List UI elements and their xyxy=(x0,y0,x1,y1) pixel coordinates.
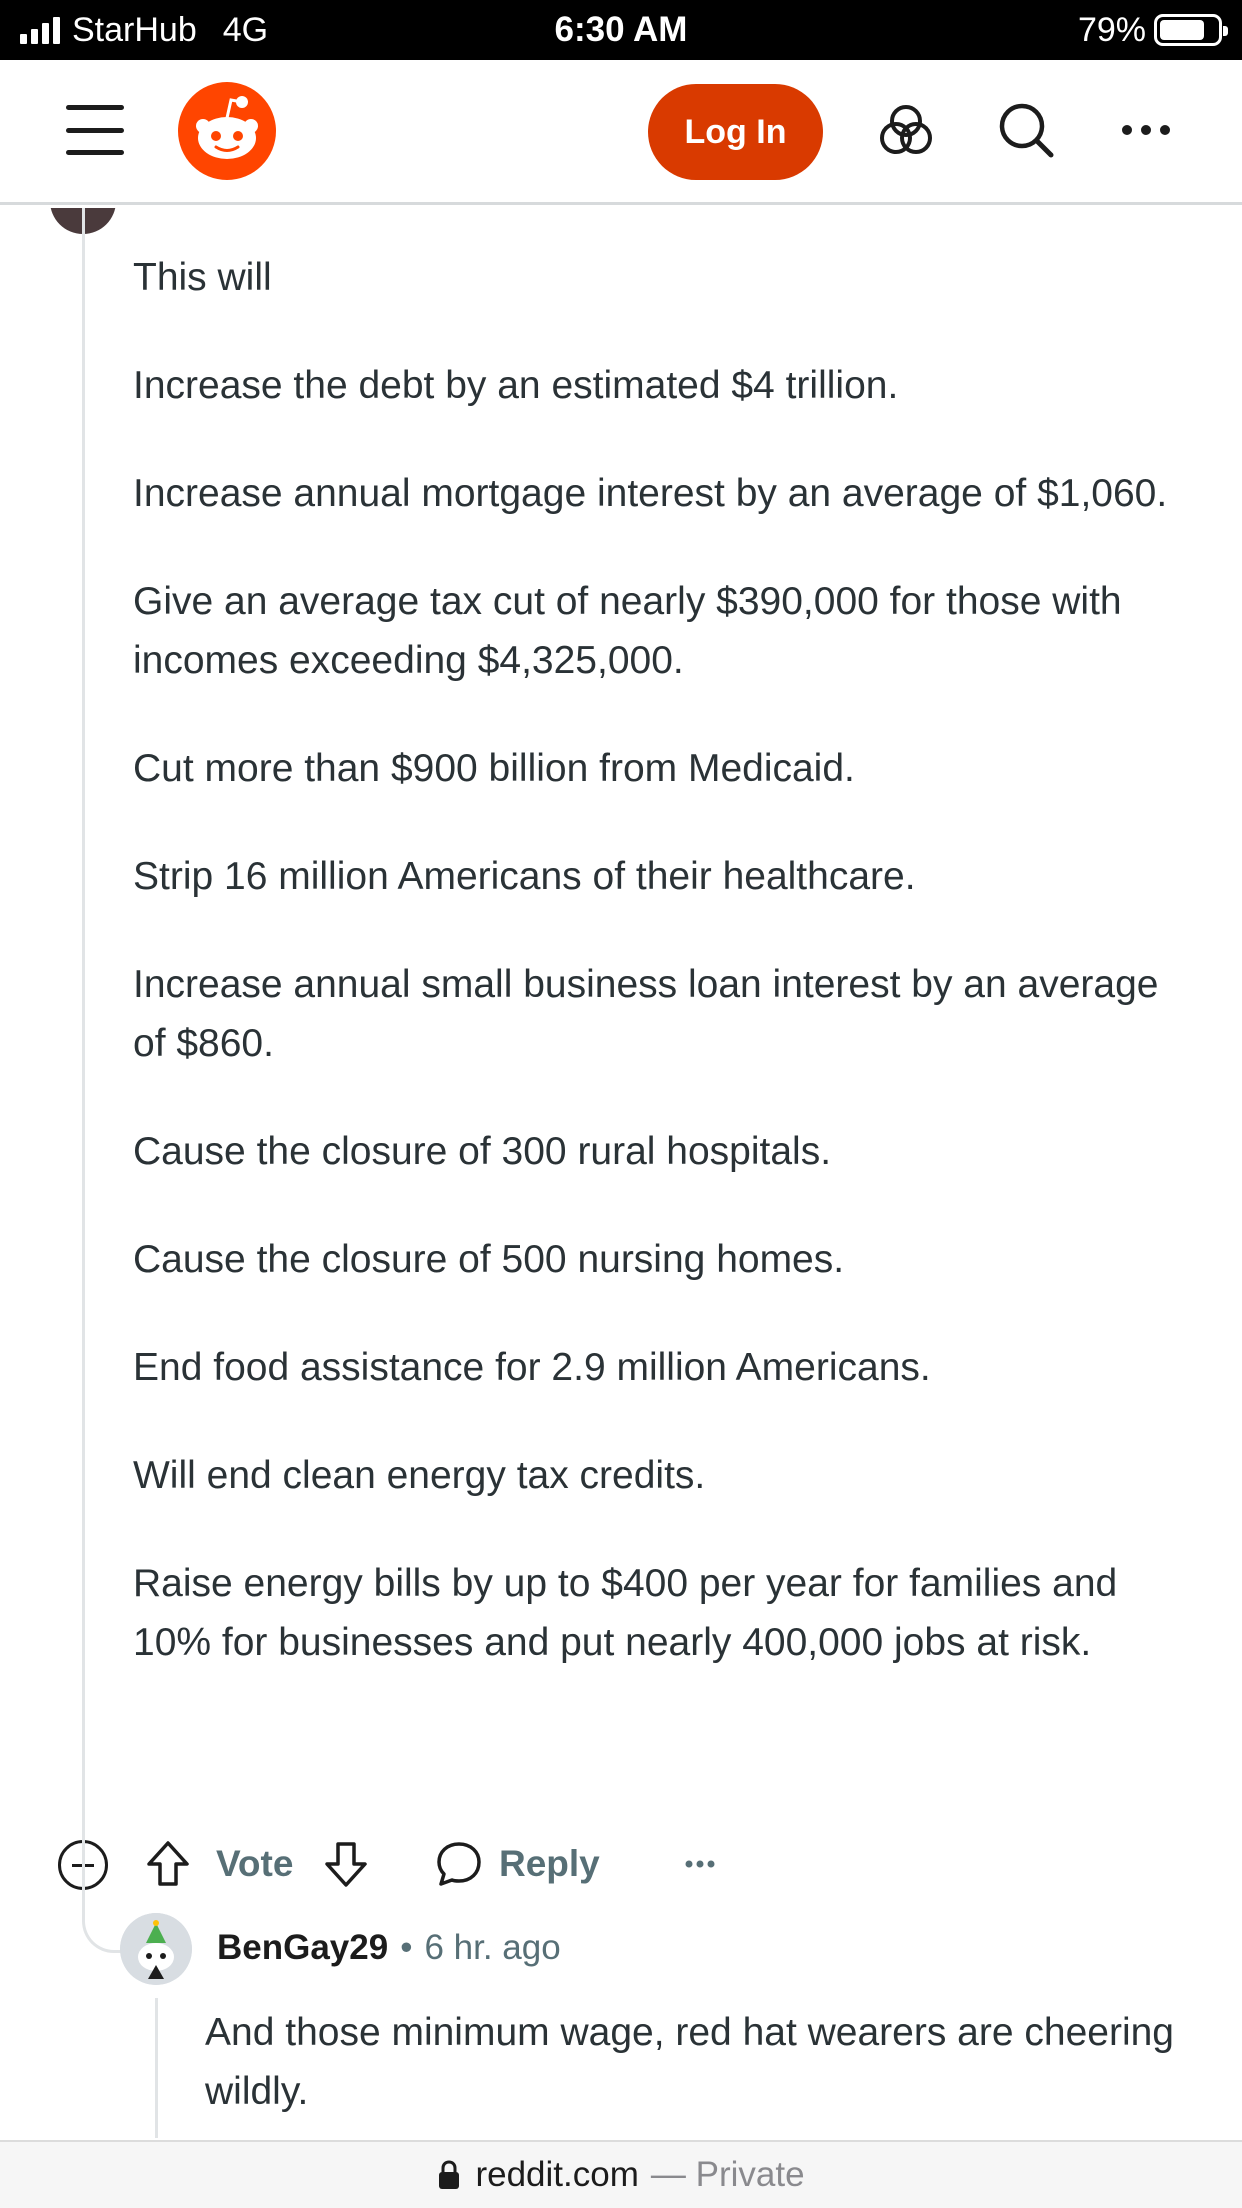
reply-label: Reply xyxy=(499,1843,600,1884)
comment-paragraph: Cut more than $900 billion from Medicaid. xyxy=(133,747,855,790)
downvote-icon xyxy=(320,1838,372,1890)
battery-fill xyxy=(1160,20,1204,40)
comment-paragraph: Give an average tax cut of nearly $390,000 for those with incomes exceeding $4,325,000. xyxy=(133,580,1122,682)
avatar[interactable] xyxy=(120,1913,192,1985)
comment-paragraph: Cause the closure of 500 nursing homes. xyxy=(133,1238,845,1281)
more-icon[interactable] xyxy=(1106,90,1186,170)
comment-paragraph: Strip 16 million Americans of their healthcare. xyxy=(133,855,916,898)
upvote-button[interactable] xyxy=(142,1834,194,1894)
comment-icon xyxy=(433,1838,485,1890)
comment-thread xyxy=(0,208,1242,2138)
comment-body xyxy=(133,248,1183,1721)
address-status: — Private xyxy=(650,2155,805,2194)
meta-separator: • xyxy=(400,1928,413,1967)
address-bar[interactable] xyxy=(0,2140,1242,2208)
reply-text: And those minimum wage, red hat wearers are cheering wildly. xyxy=(205,2011,1174,2113)
comment-paragraph: End food assistance for 2.9 million Americans. xyxy=(133,1346,931,1389)
comment-more-button[interactable] xyxy=(680,1834,720,1894)
comment-paragraph: This will xyxy=(133,256,272,299)
menu-icon[interactable] xyxy=(66,105,124,155)
more-icon xyxy=(680,1844,720,1884)
app-header xyxy=(0,60,1242,205)
status-bar xyxy=(0,0,1242,60)
network-label: 4G xyxy=(222,10,269,49)
vote-label: Vote xyxy=(216,1843,294,1884)
comment-paragraph: Increase annual small business loan interest by an average of $860. xyxy=(133,963,1159,1065)
thread-line[interactable] xyxy=(82,208,85,1813)
lock-icon xyxy=(437,2159,461,2191)
address-domain: reddit.com xyxy=(475,2155,639,2194)
reply-button[interactable] xyxy=(433,1834,600,1894)
status-time: 6:30 AM xyxy=(554,10,688,49)
battery-percent: 79% xyxy=(1077,10,1146,49)
comment-paragraph: Cause the closure of 300 rural hospitals. xyxy=(133,1130,832,1173)
status-right xyxy=(1078,10,1222,50)
thread-connector xyxy=(82,1813,122,1953)
downvote-button[interactable] xyxy=(320,1834,372,1894)
comment-paragraph: Raise energy bills by up to $400 per year for families and 10% for businesses and put nearly 400,000 jobs at risk. xyxy=(133,1562,1118,1664)
reply-timestamp: 6 hr. ago xyxy=(424,1928,561,1967)
battery-icon xyxy=(1154,14,1222,46)
comment-paragraph: Increase annual mortgage interest by an average of $1,060. xyxy=(133,472,1168,515)
search-icon[interactable] xyxy=(986,90,1066,170)
reply-username[interactable]: BenGay29 xyxy=(217,1928,389,1967)
upvote-icon xyxy=(142,1838,194,1890)
comment-actions xyxy=(58,1826,958,1896)
reply-meta xyxy=(217,1923,561,1973)
carrier-label: StarHub xyxy=(72,10,197,49)
thread-line[interactable] xyxy=(155,1998,158,2138)
comment-paragraph: Will end clean energy tax credits. xyxy=(133,1454,706,1497)
login-button[interactable]: Log In xyxy=(648,84,823,180)
popular-icon[interactable] xyxy=(866,90,946,170)
comment-paragraph: Increase the debt by an estimated $4 trillion. xyxy=(133,364,899,407)
reddit-logo[interactable] xyxy=(178,82,276,180)
